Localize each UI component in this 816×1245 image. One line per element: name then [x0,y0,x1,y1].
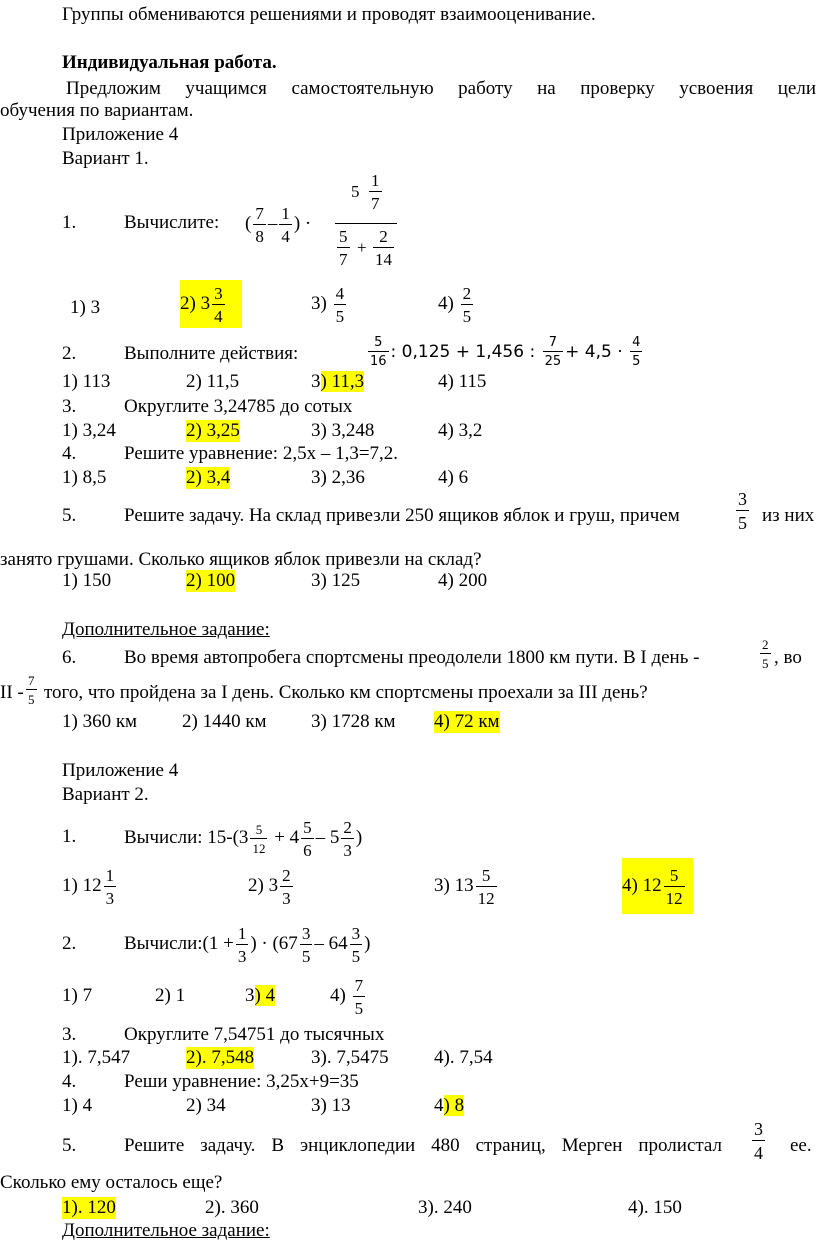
answer-option: 3) 2,36 [311,467,365,488]
fraction: $\frac{1}{4}$ [281,203,290,246]
q-number: 2. [62,933,77,954]
answer-option: 2) 3 $\frac{2}{3}$ [248,865,291,908]
appendix-label: Приложение 4 [62,124,179,145]
answer-option: 2) 11,5 [186,371,240,392]
answer-option: 4) 3,2 [438,420,483,441]
variant-title: Вариант 2. [62,784,149,805]
answer-option: 3) 3,248 [311,420,375,441]
answer-option-correct: 2) 3,25 [186,420,240,441]
q-text: Вычислите: [124,212,220,233]
answer-option-correct: 4) 12 $\frac{5}{12}$ [622,858,693,914]
answer-option-correct: 2) 3,4 [186,467,231,488]
fraction: $\frac{3}{5}$ [738,489,747,533]
answer-option: 1) 3,24 [62,420,116,441]
answer-option: 4) 6 [438,467,469,488]
answer-option: 1) 12 $\frac{1}{3}$ [62,865,115,908]
fraction: $\frac{3}{4}$ [754,1119,763,1163]
answer-option: 1) 150 [62,570,112,591]
q-text: Решите уравнение: 2,5x – 1,3=7,2. [124,443,399,464]
answer-option-correct: 3) 4 [245,985,276,1006]
answer-option: 3). 240 [418,1197,472,1218]
q-text-cont: Сколько ему осталось еще? [0,1172,223,1193]
complex-fraction: 5 $\frac{1}{7}$ $\frac{5}{7}$ + $\frac{2}{14}$ [335,172,397,276]
intro-paragraph: Предложим учащимся самостоятельную работу на проверку усвоения цели [66,78,816,99]
q-text-cont: , во [774,647,802,668]
q-text: Округлите 3,24785 до сотых [124,396,353,417]
intro-line: Группы обмениваются решениями и проводят взаимооценивание. [62,4,596,25]
answer-option: 3) 13 $\frac{5}{12}$ [434,865,495,908]
q-text: Реши уравнение: 3,25x+9=35 [124,1071,359,1092]
answer-option-correct: 2) 3 $\frac{3}{4}$ [180,280,242,328]
answer-option-correct: 4) 72 км [434,711,500,732]
answer-option-correct: 2). 7,548 [186,1047,255,1068]
q-text: Выполните действия: [124,343,299,364]
q-text: Вычисли: 15-(3 $\frac{5}{12}$ + 4 $\frac{5}{6}$ – 5 $\frac{2}{3}$ ) [124,817,363,860]
extra-heading: Дополнительное задание: [62,619,270,640]
q-number: 1. [62,212,77,233]
fraction: $\frac{5}{7}$ [339,227,348,269]
extra-heading: Дополнительное задание: [62,1220,270,1241]
answer-option-correct: 1). 120 [62,1197,116,1218]
q-number: 6. [62,647,77,668]
q1-expression: ( $\frac{7}{8}$ – $\frac{1}{4}$ ) · [245,203,312,246]
q-text-cont: ее. [790,1135,812,1156]
answer-option: 3) $\frac{4}{5}$ [311,283,345,326]
q-text: Решите задачу. На склад привезли 250 ящиков яблок и груш, причем [124,505,680,526]
fraction: $\frac{7}{8}$ [255,203,264,246]
answer-option: 2) 1440 км [182,711,267,732]
q-number: 3. [62,1024,77,1045]
answer-option: 3) 125 [311,570,361,591]
answer-option: 3) 13 [311,1095,351,1116]
answer-option-correct: 4) 8 [434,1095,465,1116]
section-heading: Индивидуальная работа. [62,52,277,73]
answer-option: 4). 7,54 [434,1047,493,1068]
answer-option: 4) 200 [438,570,488,591]
q-text: Округлите 7,54751 до тысячных [124,1024,385,1045]
answer-option: 1) 3 [70,297,101,318]
answer-option: 1) 8,5 [62,467,107,488]
q-text-cont: того, что пройдена за I день. Сколько км спортсмены проехали за III день? [44,682,648,703]
q-number: 4. [62,1071,77,1092]
q-text-cont: занято грушами. Сколько ящиков яблок привезли на склад? [0,549,482,570]
q-text-cont: II - [0,682,24,703]
q-number: 3. [62,396,77,417]
q-text: Решите задачу. В энциклопедии 480 страниц, Мерген пролистал [124,1135,722,1156]
answer-option: 4) 115 [438,371,487,392]
answer-option: 4) $\frac{2}{5}$ [438,283,472,326]
answer-option: 1) 7 [62,985,93,1006]
q-text: Вычисли:(1 + $\frac{1}{3}$ ) · (67 $\frac{3}{5}$ – 64 $\frac{3}{5}$ ) [124,923,371,966]
answer-option: 3). 7,5475 [311,1047,389,1068]
answer-option-correct: 3) 11,3 [311,371,365,392]
answer-option: 4) $\frac{7}{5}$ [330,975,364,1018]
fraction: $\frac{2}{14}$ [375,227,392,269]
q-number: 5. [62,505,77,526]
answer-option: 1) 360 км [62,711,138,732]
answer-option: 1). 7,547 [62,1047,131,1068]
q-text: Во время автопробега спортсмены преодолели 1800 км пути. В I день - [124,647,700,668]
answer-option: 1) 4 [62,1095,93,1116]
variant-title: Вариант 1. [62,148,149,169]
fraction: $\frac{7}{5}$ [28,673,35,707]
appendix-label: Приложение 4 [62,760,179,781]
answer-option: 3) 1728 км [311,711,396,732]
q-number: 4. [62,443,77,464]
answer-option: 2) 1 [155,985,186,1006]
answer-option: 1) 113 [62,371,111,392]
q-text-cont: из них [762,505,815,526]
answer-option: 2). 360 [205,1197,259,1218]
intro-paragraph-cont: обучения по вариантам. [0,100,194,121]
fraction: $\frac{1}{7}$ [371,171,380,213]
q-number: 5. [62,1135,77,1156]
fraction: $\frac{2}{5}$ [762,637,769,671]
answer-option-correct: 2) 100 [186,570,236,591]
q2-expression: $\frac{5}{16}$ : 0,125 + 1,456 : $\frac{7}{25}$ + 4,5 · $\frac{4}{5}$ [370,335,641,369]
q-number: 1. [62,826,77,847]
q-number: 2. [62,343,77,364]
answer-option: 2) 34 [186,1095,226,1116]
answer-option: 4). 150 [628,1197,682,1218]
